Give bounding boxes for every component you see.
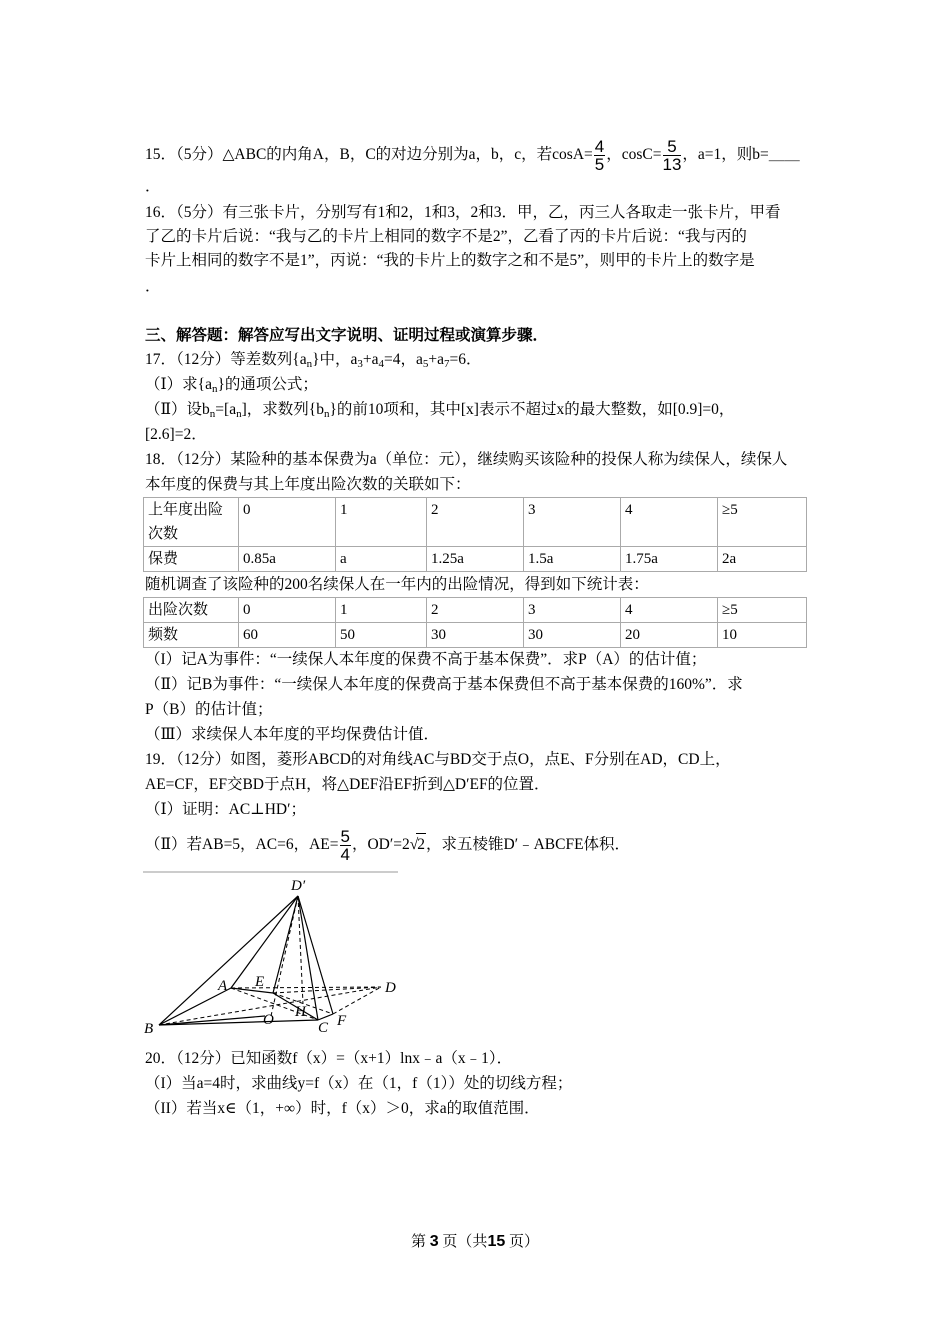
table-cell: 50 [336, 623, 427, 648]
table-cell: ≥5 [718, 498, 807, 547]
table-cell: ≥5 [718, 598, 807, 623]
q19-line1: 19．（12分）如图，菱形ABCD的对角线AC与BD交于点O，点E、F分别在AD，CD上， [145, 751, 731, 768]
table-cell: 30 [524, 623, 621, 648]
q19-line3: （Ⅰ）证明：AC⊥HD′； [145, 801, 307, 818]
table-cell: 4 [621, 498, 718, 547]
frequency-table [143, 597, 807, 648]
frac-num: 4 [594, 137, 605, 156]
label-A: A [218, 978, 228, 994]
q16-line1: 16．（5分）有三张卡片，分别写有1和2，1和3，2和3．甲，乙，丙三人各取走一张卡片，甲看 [145, 204, 781, 221]
label-F: F [337, 1013, 347, 1029]
page-footer: 第 3 页（共15 页） [411, 1233, 539, 1250]
label-C: C [318, 1020, 329, 1036]
q15-frac-cosC [663, 138, 682, 173]
table-cell: 3 [524, 598, 621, 623]
q17-line4: [2.6]=2． [145, 426, 207, 443]
q20-line3: （II）若当x∈（1，+∞）时，f（x）＞0，求a的取值范围． [145, 1100, 540, 1117]
table-cell: 1 [336, 598, 427, 623]
table-cell: 3 [524, 498, 621, 547]
total-pages: 15 [487, 1233, 506, 1250]
q18-line3: 随机调查了该险种的200名续保人在一年内的出险情况，得到如下统计表： [145, 576, 649, 593]
label-D-prime: D′ [291, 878, 306, 894]
q15-frac-cosA [594, 138, 605, 173]
table-cell: 上年度出险 次数 [144, 498, 239, 547]
label-D: D [385, 980, 396, 996]
q19-line2: AE=CF，EF交BD于点H，将△DEF沿EF折到△D′EF的位置． [145, 776, 550, 793]
q19-frac-AE: $\frac{5}{4}$ [340, 827, 350, 864]
frac-num: 5 [663, 138, 682, 156]
table-cell: 20 [621, 623, 718, 648]
premium-table [143, 497, 807, 572]
table-cell: 2 [427, 498, 524, 547]
page-number: 3 [429, 1233, 439, 1250]
table-cell: a [336, 547, 427, 572]
table-cell: 出险次数 [144, 598, 239, 623]
table-cell: 保费 [144, 547, 239, 572]
q15-line [145, 138, 810, 173]
label-H: H [295, 1004, 306, 1020]
table-cell: 0 [239, 498, 336, 547]
table-cell: 10 [718, 623, 807, 648]
q16-line2: 了乙的卡片后说：“我与乙的卡片上相同的数字不是2”，乙看了丙的卡片后说：“我与丙的 [145, 228, 747, 245]
q16-line3: 卡片上相同的数字不是1”，丙说：“我的卡片上的数字之和不是5”，则甲的卡片上的数字是 [145, 252, 755, 269]
q17-line3: （Ⅱ）设$b_n=[a_n]$，求数列$\{b_n\}$的前10项和，其中[x]表示不超过x的最大整数，如[0.9]=0， [145, 401, 735, 420]
sqrt-radicand: 2 [416, 833, 426, 856]
table-cell: 2a [718, 547, 807, 572]
q16-line4: ． [145, 278, 161, 295]
q18-part3: （Ⅲ）求续保人本年度的平均保费估计值． [145, 726, 439, 743]
label-O: O [263, 1012, 274, 1028]
table-cell: 0 [239, 598, 336, 623]
q20-line2: （I）当a=4时，求曲线y=f（x）在（1，f（1））处的切线方程； [145, 1075, 573, 1092]
table-cell: 30 [427, 623, 524, 648]
section-3-heading: 三、解答题：解答应写出文字说明、证明过程或演算步骤． [145, 327, 549, 344]
table-cell: 2 [427, 598, 524, 623]
q15-suffix: ，a=1，则b=＿＿ [682, 146, 800, 164]
q15-cont: ． [145, 178, 161, 195]
table-cell: 1.5a [524, 547, 621, 572]
q19-line4: （Ⅱ）若AB=5，AC=6，AE= $\frac{5}{4}$ ，OD′=2√2，求五棱锥D′﹣ABCFE体积． [145, 827, 631, 864]
table-cell: 频数 [144, 623, 239, 648]
table-cell: 1.25a [427, 547, 524, 572]
table-cell: 1 [336, 498, 427, 547]
label-E: E [255, 974, 265, 990]
q18-line2: 本年度的保费与其上年度出险次数的关联如下： [145, 476, 471, 493]
label-B: B [144, 1021, 154, 1037]
table-cell: 1.75a [621, 547, 718, 572]
q15-prefix: 15．（5分）△ABC的内角A，B，C的对边分别为a，b，c，若cosA= [145, 146, 593, 164]
table-cell: 60 [239, 623, 336, 648]
q20-line1: 20．（12分）已知函数f（x）=（x+1）lnx﹣a（x﹣1）． [145, 1050, 513, 1067]
table-cell: 4 [621, 598, 718, 623]
q18-part2a: （Ⅱ）记B为事件：“一续保人本年度的保费高于基本保费但不高于基本保费的160%”．求 [145, 676, 743, 693]
q18-line1: 18．（12分）某险种的基本保费为a（单位：元），继续购买该险种的投保人称为续保人，续保人 [145, 451, 788, 468]
q17-line2: （Ⅰ）求$\{a_n\}$的通项公式； [145, 376, 318, 395]
q15-mid: ，cosC= [606, 146, 662, 164]
frac-den: 13 [662, 155, 682, 174]
frac-den: 5 [594, 155, 605, 174]
q17-line1: 17．（12分）等差数列$\{a_n\}$中，$a_3+a_4=4$，$a_5+a_7=6$． [145, 351, 482, 370]
pyramid-figure [143, 868, 403, 1038]
table-cell: 0.85a [239, 547, 336, 572]
q18-part2b: P（B）的估计值； [145, 701, 273, 718]
q18-part1: （I）记A为事件：“一续保人本年度的保费不高于基本保费”．求P（A）的估计值； [145, 651, 707, 668]
